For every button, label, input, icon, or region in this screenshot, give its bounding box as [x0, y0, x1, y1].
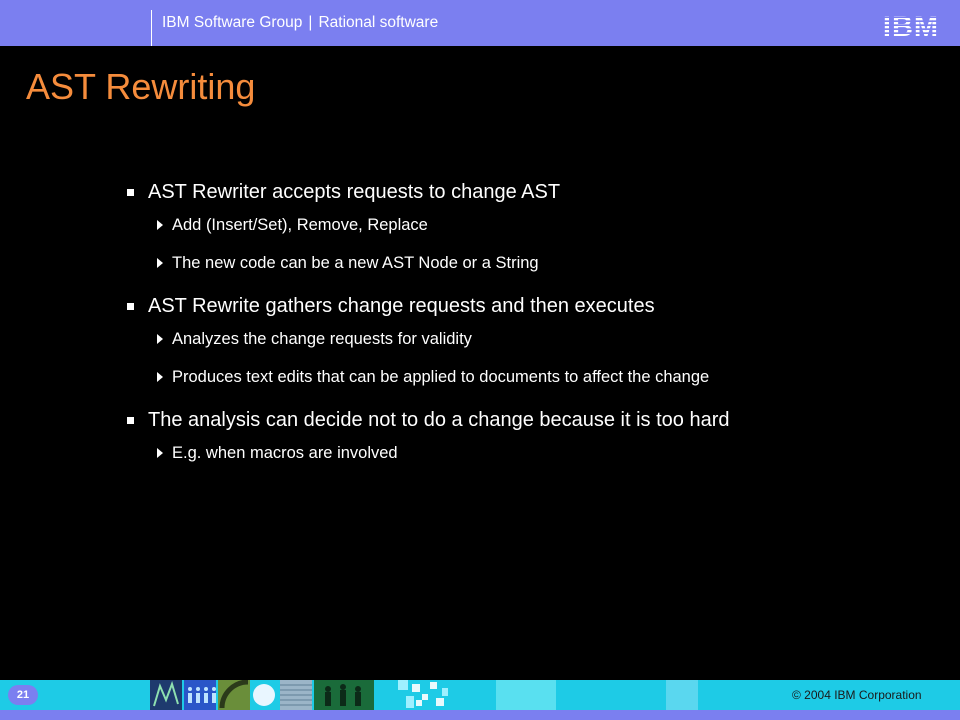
sub-bullet-text: The new code can be a new AST Node or a String	[172, 254, 539, 272]
header-group: IBM Software Group	[162, 14, 303, 31]
triangle-bullet-icon	[157, 334, 163, 344]
sub-bullet-text: Produces text edits that can be applied to documents to affect the change	[172, 368, 710, 386]
sub-bullet-text: Add (Insert/Set), Remove, Replace	[172, 216, 428, 234]
bullet-text: AST Rewrite gathers change requests and then executes	[148, 295, 655, 317]
sub-bullet-text: E.g. when macros are involved	[172, 444, 398, 462]
sub-bullet-item	[124, 252, 924, 274]
bullet-item	[124, 292, 924, 320]
sub-bullet-item	[124, 366, 924, 388]
ibm-logo-text: IBM	[882, 11, 940, 40]
sub-bullet-item	[124, 214, 924, 236]
sub-bullet-item	[124, 328, 924, 350]
bullet-item	[124, 178, 924, 206]
triangle-bullet-icon	[157, 448, 163, 458]
bullet-text: AST Rewriter accepts requests to change AST	[148, 181, 561, 203]
slide-title: AST Rewriting	[26, 66, 256, 107]
header-separator: |	[308, 14, 313, 31]
footer-decorative-strip	[150, 680, 710, 710]
footer-bottom-strip	[0, 710, 960, 720]
bullet-text: The analysis can decide not to do a change because it is too hard	[148, 409, 730, 431]
square-bullet-icon	[127, 303, 134, 310]
bullet-list	[124, 178, 924, 464]
header-bar	[0, 0, 960, 46]
triangle-bullet-icon	[157, 258, 163, 268]
header-product: Rational software	[318, 14, 439, 31]
page-number-badge: 21	[8, 685, 38, 705]
square-bullet-icon	[127, 189, 134, 196]
sub-bullet-item	[124, 442, 924, 464]
header-title	[162, 14, 438, 32]
sub-bullet-text: Analyzes the change requests for validity	[172, 330, 472, 348]
bullet-item	[124, 406, 924, 434]
ibm-logo	[876, 10, 946, 40]
copyright-text: © 2004 IBM Corporation	[792, 688, 922, 702]
header-divider	[151, 10, 152, 46]
triangle-bullet-icon	[157, 372, 163, 382]
triangle-bullet-icon	[157, 220, 163, 230]
square-bullet-icon	[127, 417, 134, 424]
